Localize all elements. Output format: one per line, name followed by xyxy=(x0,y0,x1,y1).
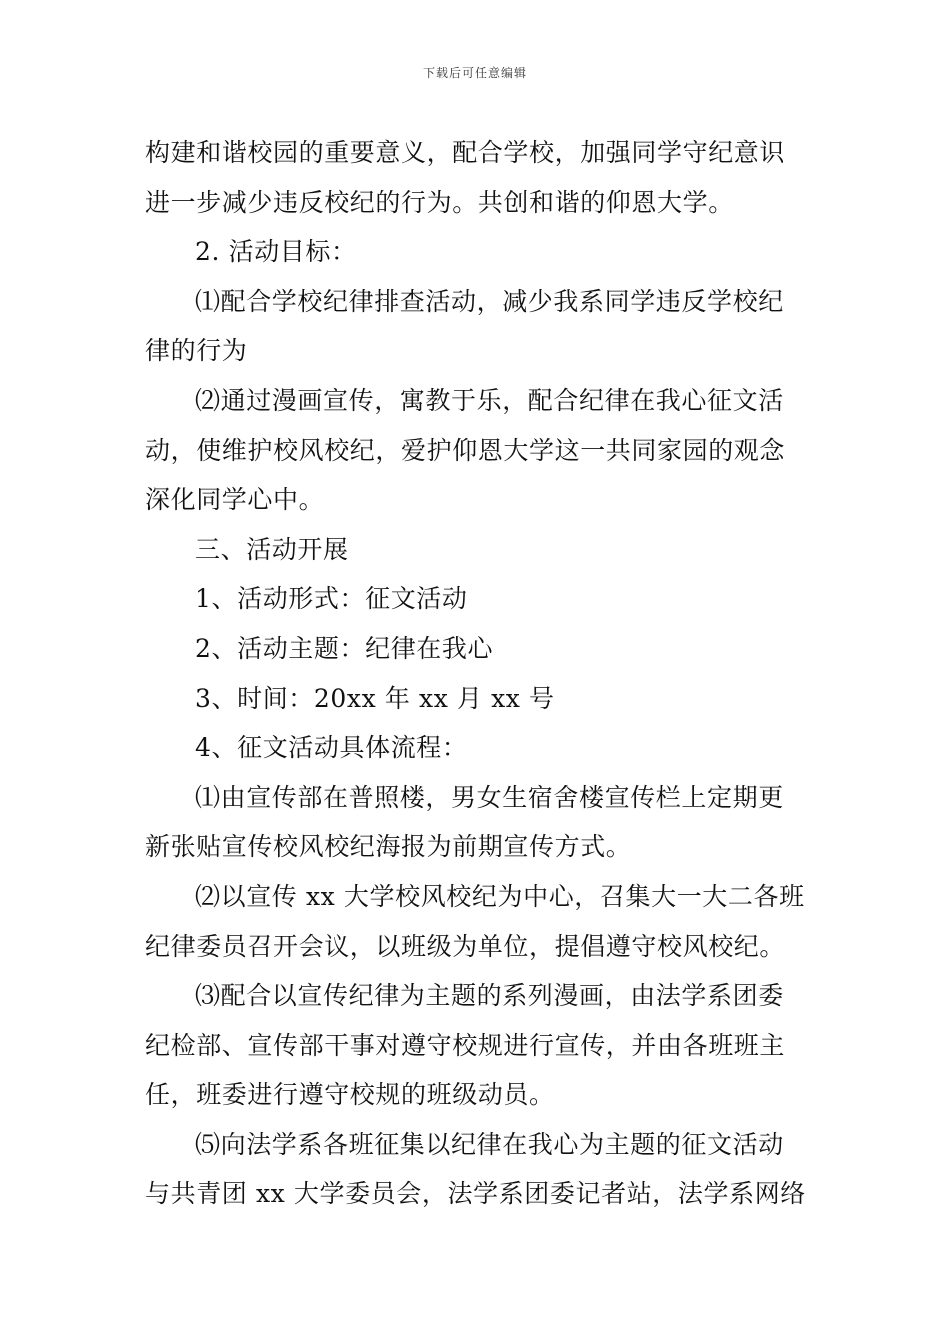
text-line: ⑴由宣传部在普照楼，男女生宿舍楼宣传栏上定期更 xyxy=(195,782,784,812)
text-line: 2、活动主题：纪律在我心 xyxy=(195,633,494,663)
text-line: 律的行为 xyxy=(145,336,248,366)
text-line: ⑵通过漫画宣传，寓教于乐，配合纪律在我心征文活 xyxy=(195,385,784,415)
text-line: 动，使维护校风校纪，爱护仰恩大学这一共同家园的观念 xyxy=(145,435,786,465)
text-line: ⑶配合以宣传纪律为主题的系列漫画，由法学系团委 xyxy=(195,981,784,1011)
text-line: 构建和谐校园的重要意义，配合学校，加强同学守纪意识 xyxy=(145,138,786,167)
header-note: 下载后可任意编辑 xyxy=(422,66,527,80)
text-line: 进一步减少违反校纪的行为。共创和谐的仰恩大学。 xyxy=(145,187,734,217)
text-line: 纪检部、宣传部干事对遵守校规进行宣传，并由各班班主 xyxy=(145,1030,786,1060)
text-line: 新张贴宣传校风校纪海报为前期宣传方式。 xyxy=(145,832,632,862)
text-line: 任，班委进行遵守校规的班级动员。 xyxy=(145,1080,555,1110)
text-line: ⑵以宣传 xx 大学校风校纪为中心，召集大一大二各班 xyxy=(195,881,805,911)
text-line: 纪律委员召开会议，以班级为单位，提倡遵守校风校纪。 xyxy=(145,931,786,961)
text-line: 4、征文活动具体流程： xyxy=(195,733,468,763)
document-body xyxy=(145,128,810,1219)
text-line: 3、时间：20xx 年 xx 月 xx 号 xyxy=(195,683,555,713)
text-line: 与共青团 xx 大学委员会，法学系团委记者站，法学系网络 xyxy=(145,1179,806,1209)
text-line: 1、活动形式：征文活动 xyxy=(195,584,468,614)
text-line: 2. 活动目标： xyxy=(195,237,357,267)
text-line: 三、活动开展 xyxy=(195,534,349,564)
text-line: ⑸向法学系各班征集以纪律在我心为主题的征文活动 xyxy=(195,1129,784,1159)
text-line: ⑴配合学校纪律排查活动，减少我系同学违反学校纪 xyxy=(195,286,784,316)
text-line: 深化同学心中。 xyxy=(145,485,325,515)
